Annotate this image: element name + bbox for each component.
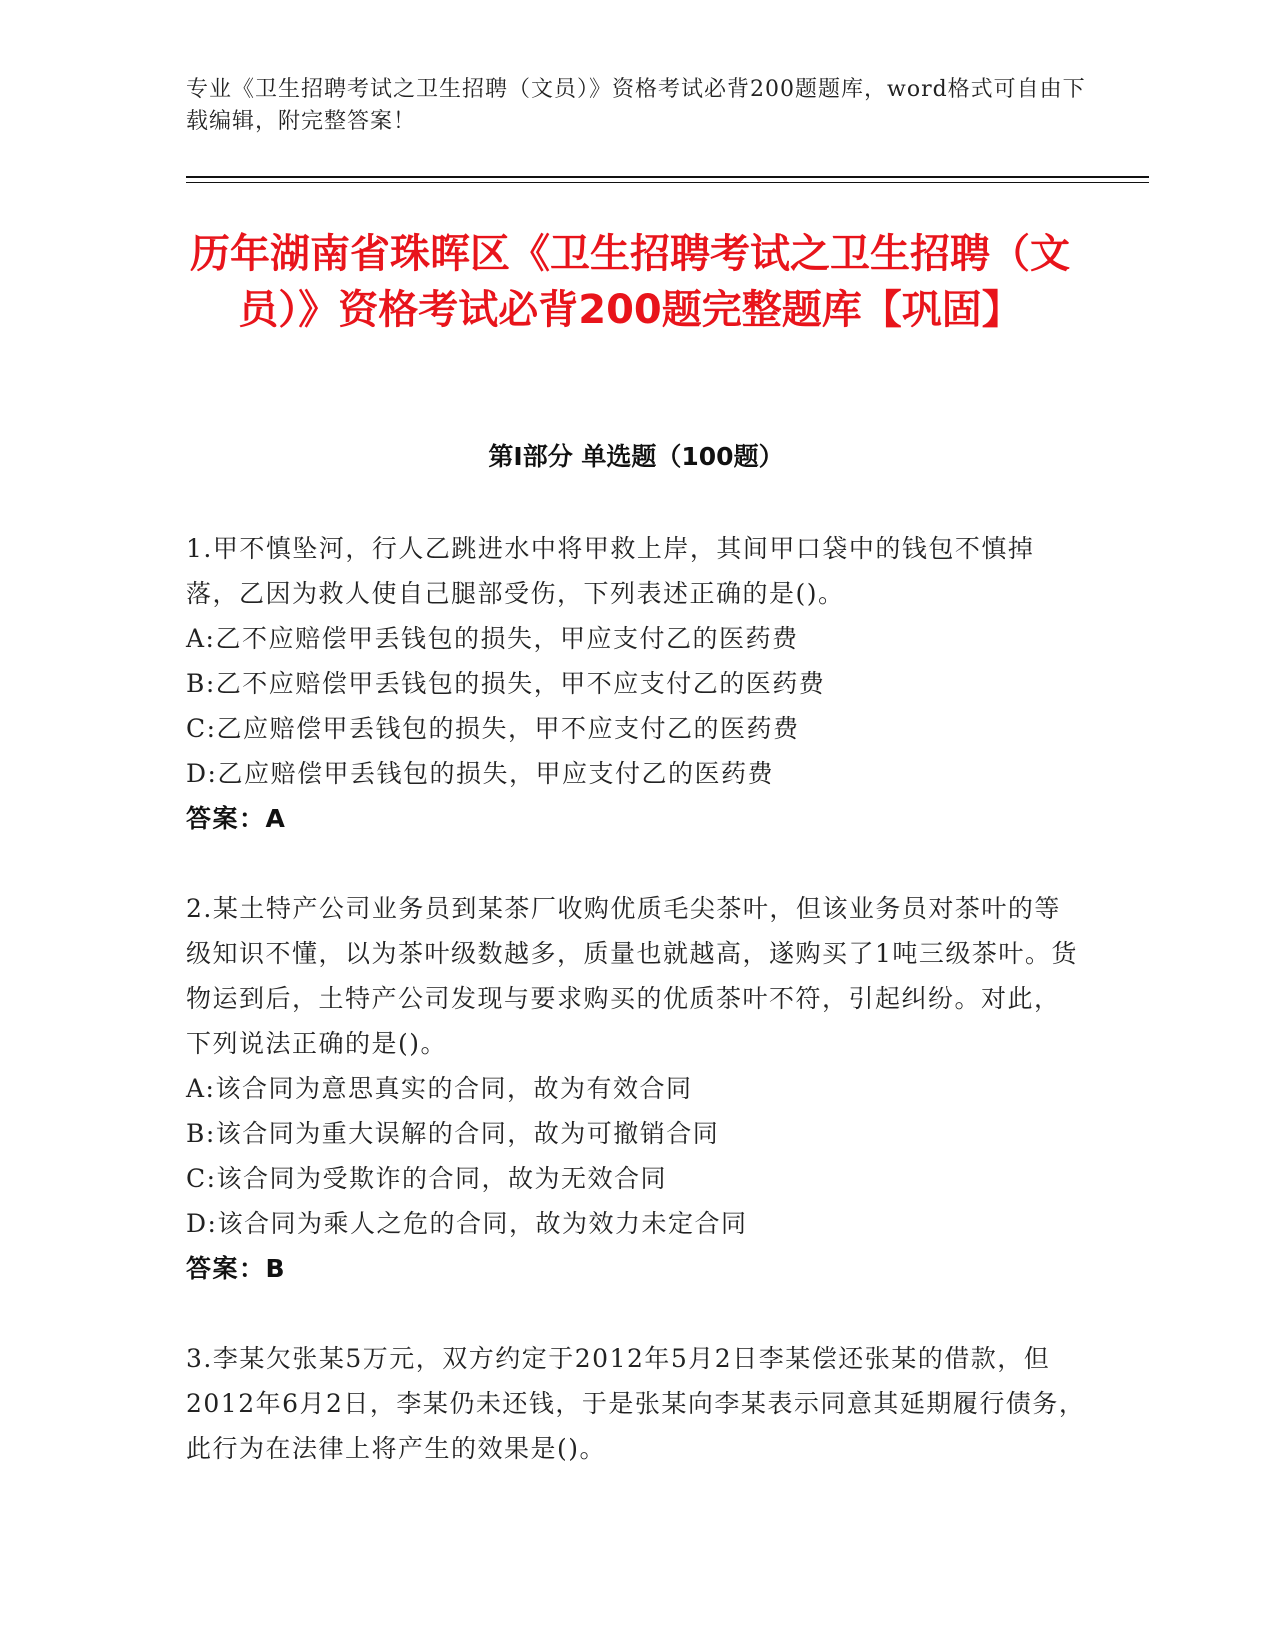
header-note: 专业《卫生招聘考试之卫生招聘（文员）》资格考试必背200题题库，word格式可自由下载编辑，附完整答案！ (186, 77, 1086, 134)
option-c: C:乙应赔偿甲丢钱包的损失，甲不应支付乙的医药费 (186, 714, 800, 743)
option-c: C:该合同为受欺诈的合同，故为无效合同 (186, 1164, 668, 1193)
answer-label: 答案：A (186, 804, 287, 833)
question-list (186, 526, 1086, 1471)
document-title: 历年湖南省珠晖区《卫生招聘考试之卫生招聘（文员）》资格考试必背200题完整题库【巩固】 (190, 231, 1070, 333)
answer-label: 答案：B (186, 1254, 287, 1283)
question-stem: 1.甲不慎坠河，行人乙跳进水中将甲救上岸，其间甲口袋中的钱包不慎掉落，乙因为救人使自己腿部受伤，下列表述正确的是()。 (186, 534, 1035, 608)
header-rule-thick (186, 176, 1149, 178)
question-stem: 2.某土特产公司业务员到某茶厂收购优质毛尖茶叶，但该业务员对茶叶的等级知识不懂，以为茶叶级数越多，质量也就越高，遂购买了1吨三级茶叶。货物运到后，土特产公司发现与要求购买的优质茶叶不符，引起纠纷。对此，下列说法正确的是()。 (186, 894, 1078, 1058)
section-heading: 第I部分 单选题（100题） (488, 442, 784, 471)
question-stem: 3.李某欠张某5万元，双方约定于2012年5月2日李某偿还张某的借款，但2012年6月2日，李某仍未还钱，于是张某向李某表示同意其延期履行债务，此行为在法律上将产生的效果是()。 (186, 1344, 1086, 1463)
question-3 (186, 1336, 1086, 1471)
option-d: D:该合同为乘人之危的合同，故为效力未定合同 (186, 1209, 748, 1238)
option-d: D:乙应赔偿甲丢钱包的损失，甲应支付乙的医药费 (186, 759, 774, 788)
header-rule-thin (186, 182, 1149, 183)
option-a: A:该合同为意思真实的合同，故为有效合同 (186, 1074, 693, 1103)
option-b: B:乙不应赔偿甲丢钱包的损失，甲不应支付乙的医药费 (186, 669, 826, 698)
option-b: B:该合同为重大误解的合同，故为可撤销合同 (186, 1119, 720, 1148)
question-1 (186, 526, 1086, 841)
question-2 (186, 886, 1086, 1291)
option-a: A:乙不应赔偿甲丢钱包的损失，甲应支付乙的医药费 (186, 624, 799, 653)
